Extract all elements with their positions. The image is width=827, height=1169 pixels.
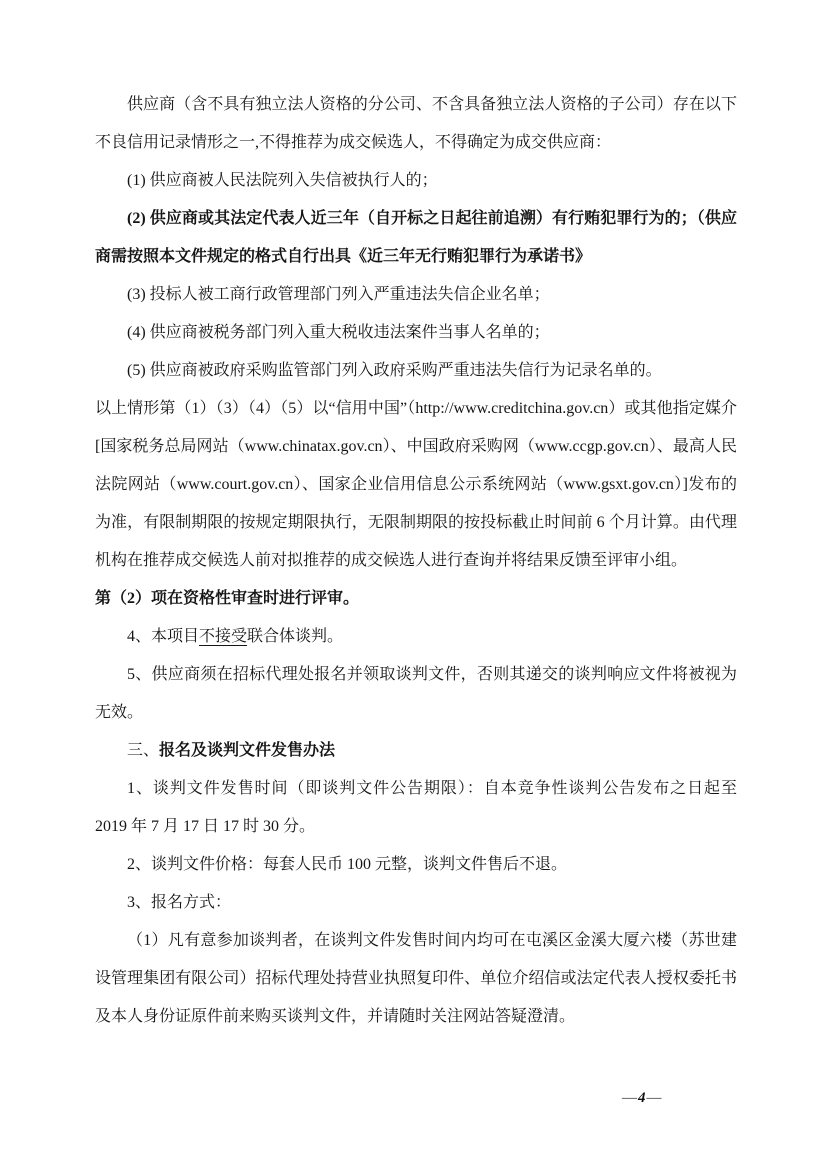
document-body: [95, 86, 737, 1036]
para-qualification-review: 第（2）项在资格性审查时进行评审。: [95, 590, 360, 607]
heading-section-3: [95, 732, 737, 770]
para-item-3: (3) 投标人被工商行政管理部门列入严重违法失信企业名单；: [127, 286, 550, 303]
para-supplier-credit-intro: 供应商（含不具有独立法人资格的分公司、不含具备独立法人资格的子公司）存在以下不良信用记录情形之一,不得推荐为成交候选人，不得确定为成交供应商：: [95, 96, 737, 151]
no-consortium-prefix: 4、本项目: [127, 628, 200, 645]
no-consortium-underlined: 不接受: [199, 628, 248, 645]
para-signup-method: 3、报名方式：: [127, 894, 232, 911]
para-item-4: (4) 供应商被税务部门列入重大税收违法案件当事人名单的；: [127, 324, 550, 341]
para-item-1: (1) 供应商被人民法院列入失信被执行人的；: [127, 172, 438, 189]
page-number-value: 4: [638, 1090, 646, 1106]
para-registration-required: 5、供应商须在招标代理处报名并领取谈判文件，否则其递交的谈判响应文件将被视为无效。: [95, 666, 737, 721]
credit-source-text: 以上情形第（1）（3）（4）（5）以“信用中国”（http://www.creditchina.gov.cn）或其他指定媒介[国家税务总局网站（www.chinatax.gov.cn）、中国政府采购网（www.ccgp.gov.cn）、最高人民法院网站（www.court.gov.cn）、国家企业信用信息公示系统网站（www.gsxt.gov.cn）]发布的为准，有限制期限的按规定期限执行，无限制期限的按投标截止时间前 6 个月计算。由代理机构在推荐成交候选人前对拟推荐的成交候选人进行查询并将结果反馈至评审小组。: [95, 400, 737, 569]
no-consortium-suffix: 联合体谈判。: [247, 628, 344, 645]
para-item-5: (5) 供应商被政府采购监管部门列入政府采购严重违法失信行为记录名单的。: [127, 362, 662, 379]
para-sale-time: 1、谈判文件发售时间（即谈判文件公告期限）：自本竞争性谈判公告发布之日起至 2019 年 7 月 17 日 17 时 30 分。: [95, 780, 737, 835]
page-number-left-dash: —: [622, 1090, 637, 1106]
section-3-number: 三、: [127, 742, 160, 759]
para-credit-source: [95, 390, 737, 580]
para-no-consortium: [95, 618, 737, 656]
para-doc-price: 2、谈判文件价格：每套人民币 100 元整，谈判文件售后不退。: [127, 856, 568, 873]
page-number: [622, 1090, 662, 1107]
para-signup-detail: （1）凡有意参加谈判者，在谈判文件发售时间内均可在屯溪区金溪大厦六楼（苏世建设管理集团有限公司）招标代理处持营业执照复印件、单位介绍信或法定代表人授权委托书及本人身份证原件前来购买谈判文件，并请随时关注网站答疑澄清。: [95, 932, 737, 1025]
page-number-right-dash: —: [646, 1090, 662, 1106]
para-item-2-bribery-clause: (2) 供应商或其法定代表人近三年（自开标之日起往前追溯）有行贿犯罪行为的；（供应商需按照本文件规定的格式自行出具《近三年无行贿犯罪行为承诺书》: [95, 210, 737, 265]
section-3-title: 报名及谈判文件发售办法: [159, 742, 336, 759]
